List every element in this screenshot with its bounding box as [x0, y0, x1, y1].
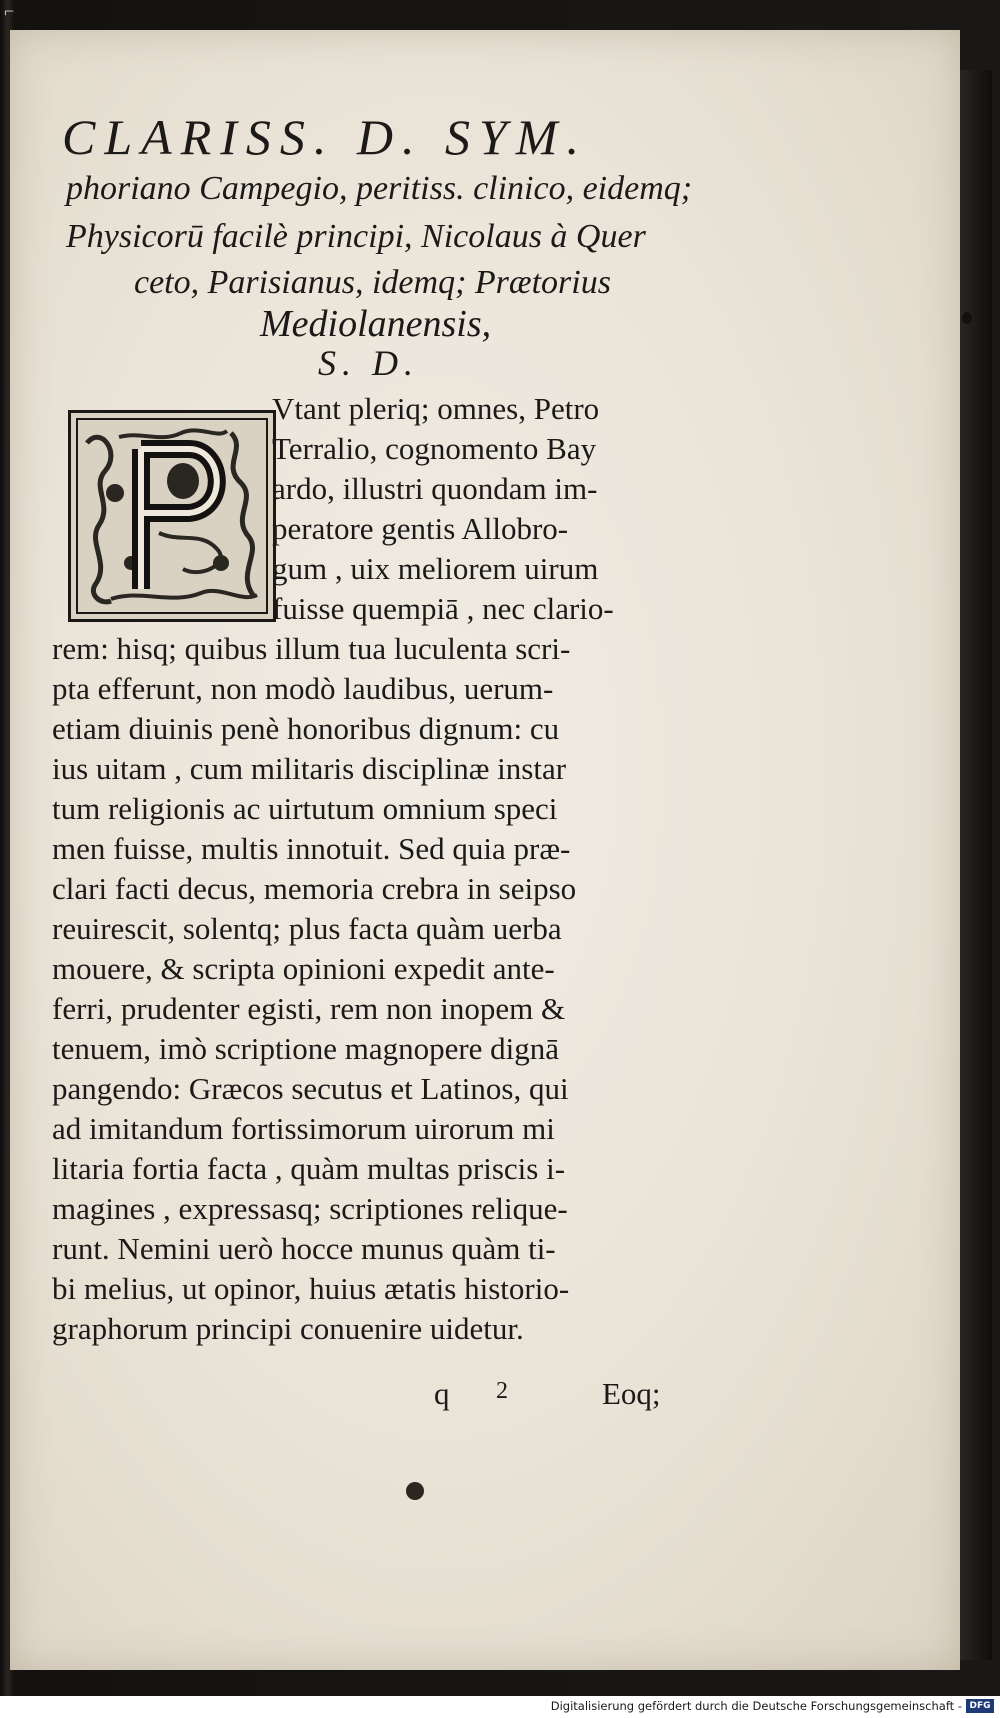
- dfg-logo-icon: DFG: [966, 1699, 994, 1713]
- body-line: ad imitandum fortissimorum uirorum mi: [52, 1111, 555, 1146]
- salutation: S. D.: [318, 343, 419, 383]
- body-line: ardo, illustri quondam im-: [272, 471, 598, 506]
- body-line: tenuem, imò scriptione magnopere dignā: [52, 1031, 560, 1066]
- body-line: gum , uix meliorem uirum: [272, 551, 599, 586]
- page-edge: [958, 70, 992, 1660]
- body-line: mouere, & scripta opinioni expedit ante-: [52, 951, 555, 986]
- heading-line: phoriano Campegio, peritiss. clinico, eidemq;: [66, 170, 693, 207]
- heading-line: CLARISS. D. SYM.: [62, 109, 588, 165]
- scan-footer: [0, 1696, 1000, 1718]
- body-line: magines , expressasq; scriptiones relique-: [52, 1191, 568, 1226]
- signature-number: 2: [496, 1378, 508, 1404]
- signature-mark: q: [434, 1376, 450, 1411]
- body-line: men fuisse, multis innotuit. Sed quia præ-: [52, 831, 571, 866]
- decorated-initial-p-icon: [68, 410, 276, 622]
- body-line: Vtant pleriq; omnes, Petro: [272, 391, 600, 426]
- corner-mark-icon: ⌐: [4, 1, 15, 21]
- footer-credit: Digitalisierung gefördert durch die Deutsche Forschungsgemeinschaft -: [550, 1699, 962, 1713]
- body-line: ius uitam , cum militaris disciplinæ instar: [52, 751, 567, 786]
- body-line: etiam diuinis penè honoribus dignum: cu: [52, 711, 560, 746]
- body-line: peratore gentis Allobro-: [272, 511, 569, 546]
- heading-line: Mediolanensis,: [260, 303, 492, 345]
- body-line: pangendo: Græcos secutus et Latinos, qui: [52, 1071, 569, 1106]
- body-line: litaria fortia facta , quàm multas priscis i-: [52, 1151, 566, 1186]
- heading-line: ceto, Parisianus, idemq; Prætorius: [134, 264, 611, 301]
- body-line: pta efferunt, non modò laudibus, uerum-: [52, 671, 554, 706]
- signature-line: [434, 1376, 674, 1412]
- body-line: graphorum principi conuenire uidetur.: [52, 1311, 524, 1346]
- body-line: clari facti decus, memoria crebra in seipso: [52, 871, 577, 906]
- body-line: reuirescit, solentq; plus facta quàm uerba: [52, 911, 562, 946]
- body-line: bi melius, ut opinor, huius ætatis historio-: [52, 1271, 570, 1306]
- book-page: [10, 30, 960, 1670]
- body-line: ferri, prudenter egisti, rem non inopem &: [52, 991, 566, 1026]
- page-edge-dot: [962, 312, 972, 324]
- body-line: runt. Nemini uerò hocce munus quàm ti-: [52, 1231, 556, 1266]
- heading-line: Physicorū facilè principi, Nicolaus à Quer: [66, 218, 646, 255]
- body-line: fuisse quempiā , nec clario-: [272, 591, 614, 626]
- body-line: Terralio, cognomento Bay: [272, 431, 597, 466]
- page-dot: [406, 1482, 424, 1500]
- body-line: rem: hisq; quibus illum tua luculenta scri-: [52, 631, 571, 666]
- body-line: tum religionis ac uirtutum omnium speci: [52, 791, 558, 826]
- catchword: Eoq;: [602, 1376, 661, 1411]
